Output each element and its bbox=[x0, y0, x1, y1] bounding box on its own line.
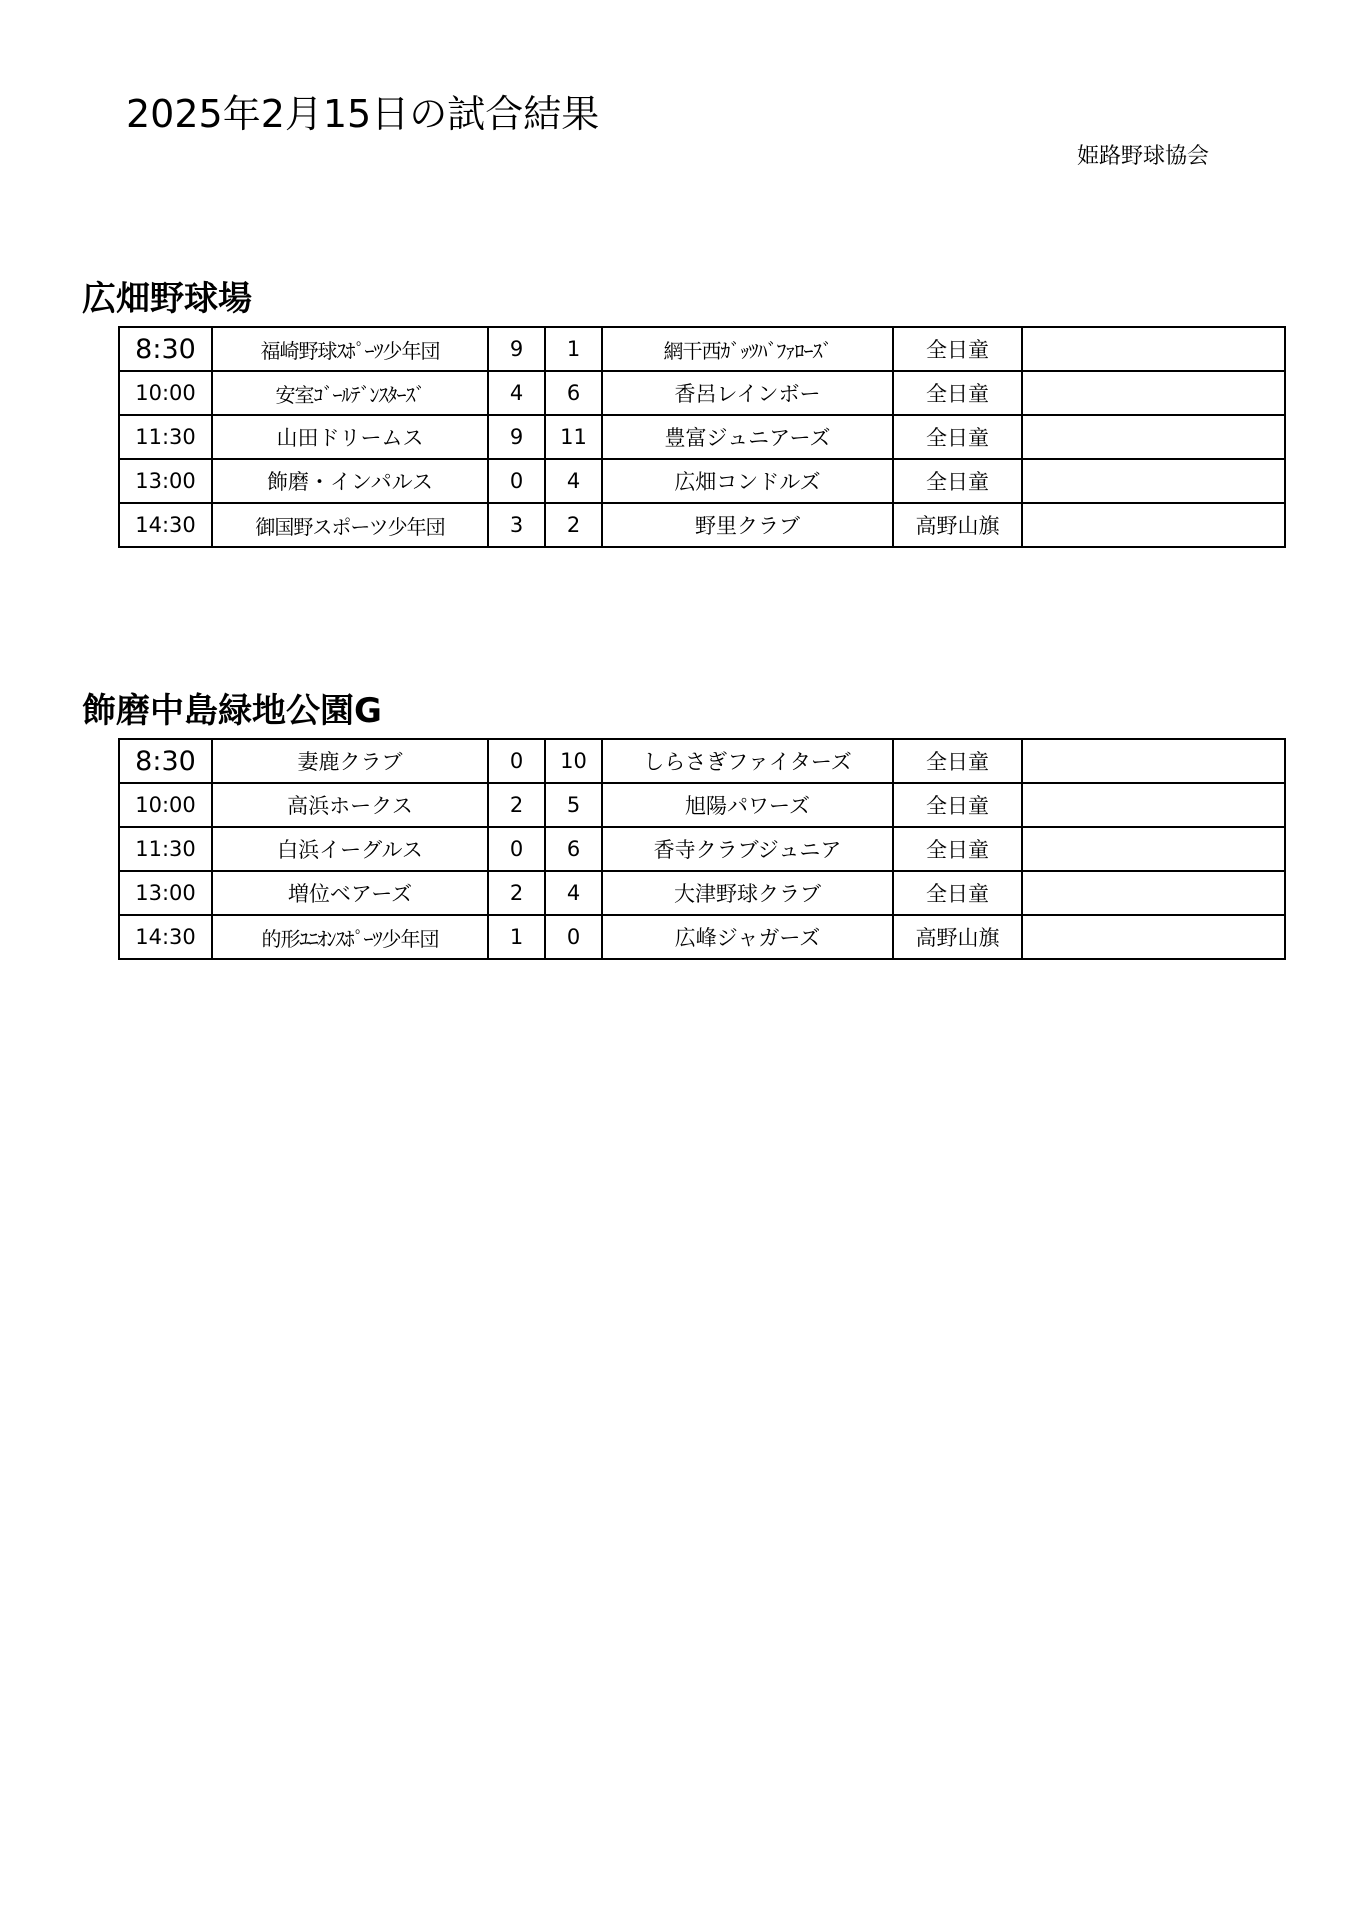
home-team: 福崎野球ｽﾎﾟｰﾂ少年団 bbox=[212, 327, 488, 371]
away-team: 旭陽パワーズ bbox=[602, 783, 893, 827]
away-score: 4 bbox=[545, 459, 602, 503]
away-team: 野里クラブ bbox=[602, 503, 893, 547]
note-cell bbox=[1022, 871, 1285, 915]
category: 全日童 bbox=[893, 371, 1022, 415]
game-time: 11:30 bbox=[119, 415, 212, 459]
away-team: 香寺クラブジュニア bbox=[602, 827, 893, 871]
home-team: 御国野スポーツ少年団 bbox=[212, 503, 488, 547]
note-cell bbox=[1022, 415, 1285, 459]
away-score: 6 bbox=[545, 827, 602, 871]
home-score: 1 bbox=[488, 915, 545, 959]
home-team: 飾磨・インパルス bbox=[212, 459, 488, 503]
table-row bbox=[119, 783, 1285, 827]
game-time: 10:00 bbox=[119, 371, 212, 415]
category: 全日童 bbox=[893, 783, 1022, 827]
home-score: 9 bbox=[488, 327, 545, 371]
game-time: 13:00 bbox=[119, 459, 212, 503]
table-row bbox=[119, 827, 1285, 871]
away-team: 広峰ジャガーズ bbox=[602, 915, 893, 959]
game-time: 14:30 bbox=[119, 503, 212, 547]
away-score: 1 bbox=[545, 327, 602, 371]
away-team: しらさぎファイターズ bbox=[602, 739, 893, 783]
category: 全日童 bbox=[893, 739, 1022, 783]
note-cell bbox=[1022, 371, 1285, 415]
home-score: 2 bbox=[488, 783, 545, 827]
away-team: 広畑コンドルズ bbox=[602, 459, 893, 503]
home-team: 山田ドリームス bbox=[212, 415, 488, 459]
home-team: 高浜ホークス bbox=[212, 783, 488, 827]
home-team: 的形ﾕﾆｵﾝｽﾎﾟｰﾂ少年団 bbox=[212, 915, 488, 959]
home-team: 増位ベアーズ bbox=[212, 871, 488, 915]
away-score: 6 bbox=[545, 371, 602, 415]
game-time: 11:30 bbox=[119, 827, 212, 871]
note-cell bbox=[1022, 459, 1285, 503]
away-team: 豊富ジュニアーズ bbox=[602, 415, 893, 459]
venue-title: 飾磨中島緑地公園G bbox=[82, 691, 382, 731]
game-time: 14:30 bbox=[119, 915, 212, 959]
home-team: 白浜イーグルス bbox=[212, 827, 488, 871]
home-team: 安室ｺﾞｰﾙﾃﾞﾝｽﾀｰｽﾞ bbox=[212, 371, 488, 415]
table-row bbox=[119, 739, 1285, 783]
table-row bbox=[119, 371, 1285, 415]
away-team: 香呂レインボー bbox=[602, 371, 893, 415]
away-score: 11 bbox=[545, 415, 602, 459]
category: 高野山旗 bbox=[893, 915, 1022, 959]
away-score: 4 bbox=[545, 871, 602, 915]
away-score: 5 bbox=[545, 783, 602, 827]
note-cell bbox=[1022, 327, 1285, 371]
game-time: 10:00 bbox=[119, 783, 212, 827]
table-row bbox=[119, 503, 1285, 547]
home-team: 妻鹿クラブ bbox=[212, 739, 488, 783]
note-cell bbox=[1022, 915, 1285, 959]
home-score: 0 bbox=[488, 739, 545, 783]
organization-name: 姫路野球協会 bbox=[1077, 144, 1210, 169]
away-team: 大津野球クラブ bbox=[602, 871, 893, 915]
away-score: 10 bbox=[545, 739, 602, 783]
game-time: 13:00 bbox=[119, 871, 212, 915]
table-row bbox=[119, 459, 1285, 503]
table-row bbox=[119, 415, 1285, 459]
results-table bbox=[118, 326, 1286, 548]
table-row bbox=[119, 327, 1285, 371]
results-table bbox=[118, 738, 1286, 960]
away-score: 0 bbox=[545, 915, 602, 959]
table-row bbox=[119, 915, 1285, 959]
note-cell bbox=[1022, 827, 1285, 871]
away-team: 網干西ｶﾞｯﾂﾊﾞﾌｧﾛｰｽﾞ bbox=[602, 327, 893, 371]
note-cell bbox=[1022, 739, 1285, 783]
home-score: 3 bbox=[488, 503, 545, 547]
home-score: 9 bbox=[488, 415, 545, 459]
note-cell bbox=[1022, 783, 1285, 827]
home-score: 4 bbox=[488, 371, 545, 415]
game-time: 8:30 bbox=[119, 327, 212, 371]
home-score: 2 bbox=[488, 871, 545, 915]
home-score: 0 bbox=[488, 459, 545, 503]
home-score: 0 bbox=[488, 827, 545, 871]
game-time: 8:30 bbox=[119, 739, 212, 783]
page-title: 2025年2月15日の試合結果 bbox=[126, 92, 600, 136]
venue-title: 広畑野球場 bbox=[82, 279, 252, 319]
category: 全日童 bbox=[893, 871, 1022, 915]
table-row bbox=[119, 871, 1285, 915]
category: 全日童 bbox=[893, 459, 1022, 503]
category: 全日童 bbox=[893, 327, 1022, 371]
away-score: 2 bbox=[545, 503, 602, 547]
category: 全日童 bbox=[893, 415, 1022, 459]
note-cell bbox=[1022, 503, 1285, 547]
category: 高野山旗 bbox=[893, 503, 1022, 547]
category: 全日童 bbox=[893, 827, 1022, 871]
